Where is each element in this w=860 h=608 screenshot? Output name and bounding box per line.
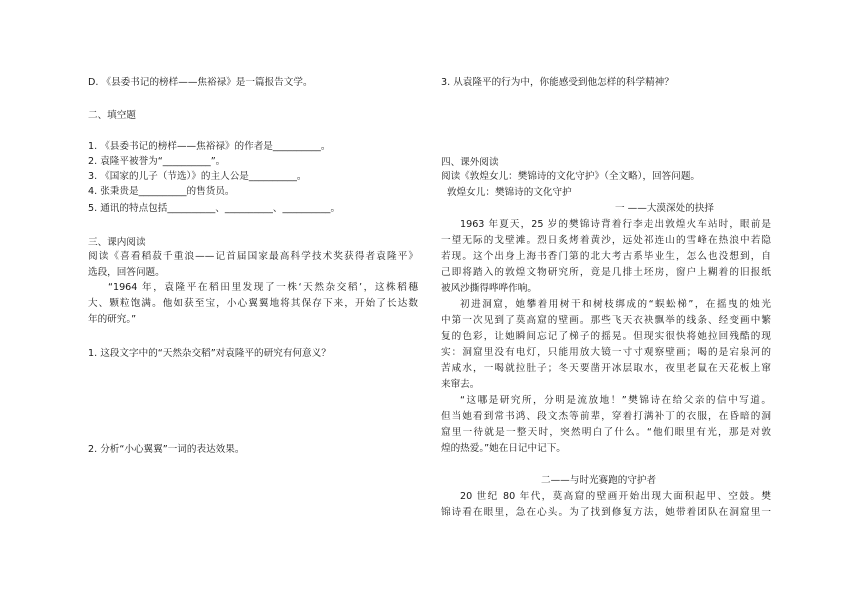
passage-line: 年的研究。” [88,314,137,325]
fill-question-2: 2. 袁隆平被誉为“__________”。 [88,156,226,167]
reading-intro-line: 选段，回答问题。 [88,267,165,278]
section-heading-fill-blanks: 二、填空题 [88,110,136,121]
article-line: 一望无际的戈壁滩。烈日炙烤着黄沙，远处祁连山的雪峰在热浪中若隐 [441,235,771,246]
article-subheading-1: 一 ——大漠深处的抉择 [615,203,714,214]
article-line: 若现。这个出身上海书香门第的北大考古系毕业生，怎么也没想到，自 [441,251,771,262]
fill-question-1: 1. 《县委书记的榜样——焦裕禄》的作者是__________。 [88,141,331,152]
article-line: 1963 年夏天，25 岁的樊锦诗背着行李走出敦煌火车站时，眼前是 [460,219,771,230]
option-d: D. 《县委书记的榜样——焦裕禄》是一篇报告文学。 [88,77,313,88]
reading-intro-line: 阅读《喜看稻菽千重浪——记首届国家最高科学技术奖获得者袁隆平》 [88,251,418,262]
section-heading-extracurricular-reading: 四、课外阅读 [441,157,499,168]
article-line: “这哪是研究所，分明是流放地！”樊锦诗在给父亲的信中写道。 [460,395,771,406]
passage-line: “1964 年，袁隆平在稻田里发现了一株‘天然杂交稻’，这株稻穗 [108,282,418,293]
article-line: 被风沙撕得哗哗作响。 [441,283,537,294]
article-line: 初进洞窟，她攀着用树干和树枝绑成的“蜈蚣梯”，在摇曳的烛光 [460,299,771,310]
reading-question-2: 2. 分析“小心翼翼”一词的表达效果。 [88,444,245,455]
article-line: 锦诗看在眼里，急在心头。为了找到修复方法，她带着团队在洞窟里一 [441,507,771,518]
article-line: 20 世纪 80 年代，莫高窟的壁画开始出现大面积起甲、空鼓。樊 [460,491,771,502]
article-line: 己即将踏入的敦煌文物研究所，竟是几排土坯房，窗户上糊着的旧报纸 [441,267,771,278]
reading-question-1: 1. 这段文字中的“天然杂交稻”对袁隆平的研究有何意义？ [88,348,331,359]
fill-question-5: 5. 通讯的特点包括__________、__________、__________。 [88,203,341,214]
article-line: 但当她看到常书鸿、段文杰等前辈，穿着打满补丁的衣服，在昏暗的洞 [441,411,771,422]
article-line: 复的色彩，让她瞬间忘记了梯子的摇晃。但现实很快将她拉回残酷的现 [441,331,771,342]
article-line: 实：洞窟里没有电灯，只能用放大镜一寸寸观察壁画；喝的是宕泉河的 [441,347,771,358]
fill-question-3: 3. 《国家的儿子（节选）》的主人公是__________。 [88,171,307,182]
fill-question-4: 4. 张秉贵是__________的售货员。 [88,186,235,197]
article-line: 苦咸水，一喝就拉肚子；冬天要凿开冰层取水，夜里老鼠在天花板上窜 [441,363,771,374]
article-line: 中第一次见到了莫高窟的壁画。那些飞天衣袂飘举的线条、经变画中繁 [441,315,771,326]
article-line: 窟里一待就是一整天时，突然明白了什么。“他们眼里有光，那是对敦 [441,427,771,438]
passage-line: 大、颗粒饱满。他如获至宝，小心翼翼地将其保存下来，开始了长达数 [88,298,418,309]
reading-question-3: 3. 从袁隆平的行为中，你能感受到他怎样的科学精神？ [441,77,674,88]
article-title: 敦煌女儿：樊锦诗的文化守护 [447,187,572,198]
article-line: 来窜去。 [441,379,480,390]
section-heading-in-class-reading: 三、课内阅读 [88,237,146,248]
article-line: 煌的热爱。”她在日记中记下。 [441,443,566,454]
extracurricular-intro: 阅读《敦煌女儿：樊锦诗的文化守护》（全文略），回答问题。 [441,171,701,182]
article-subheading-2: 二——与时光赛跑的守护者 [541,475,657,486]
